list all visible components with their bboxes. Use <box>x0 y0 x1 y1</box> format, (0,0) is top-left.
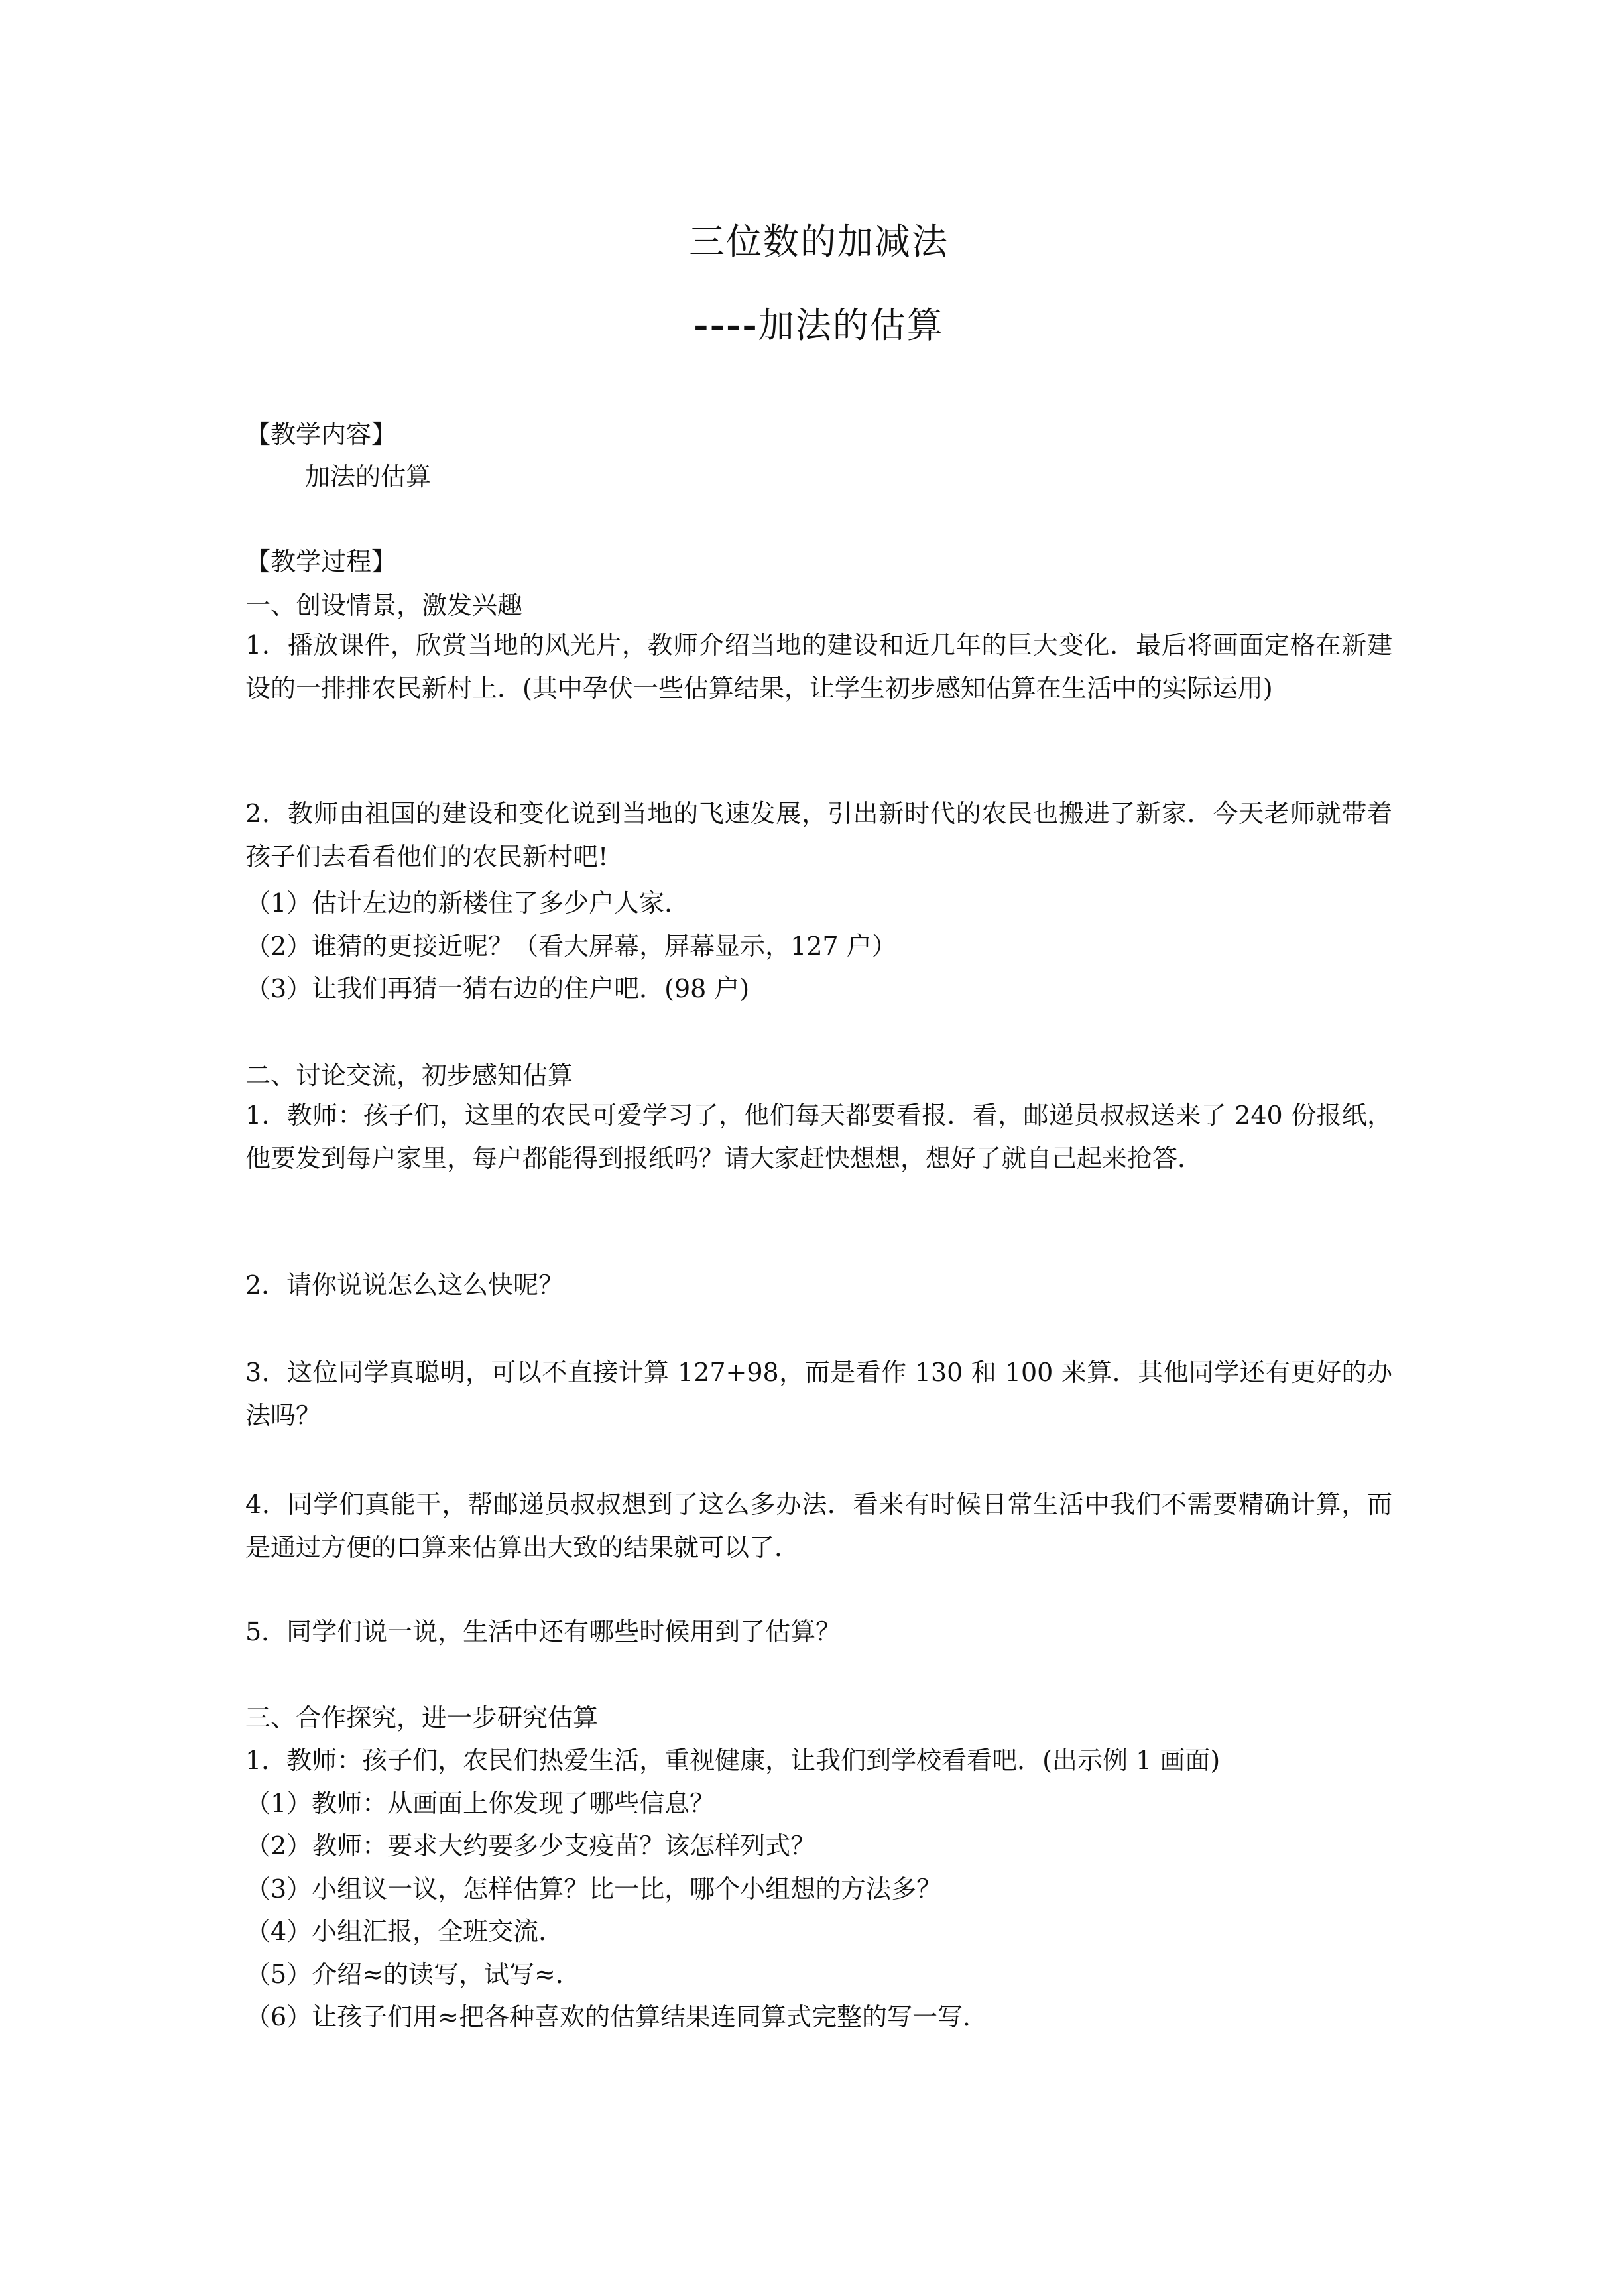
section2-paragraph-2: 2．请你说说怎么这么快呢？ <box>245 1270 564 1299</box>
section2-paragraph-1: 1．教师：孩子们，这里的农民可爱学习了，他们每天都要看报．看，邮递员叔叔送来了 240 份报纸，他要发到每户家里，每户都能得到报纸吗？请大家赶快想想，想好了就自己起来抢答． <box>245 1101 1392 1173</box>
subtitle-dash: ---- <box>693 304 758 346</box>
section2-paragraph-4: 4．同学们真能干，帮邮递员叔叔想到了这么多办法．看来有时候日常生活中我们不需要精确计算，而是通过方便的口算来估算出大致的结果就可以了． <box>245 1490 1392 1562</box>
document-page <box>245 0 1392 2296</box>
section1-paragraph-1: 1．播放课件，欣赏当地的风光片，教师介绍当地的建设和近几年的巨大变化．最后将画面定格在新建设的一排排农民新村上．(其中孕伏一些估算结果，让学生初步感知估算在生活中的实际运用) <box>245 631 1392 703</box>
content-text: 加法的估算 <box>305 462 432 491</box>
section1-item-1: （1）估计左边的新楼住了多少户人家． <box>245 888 690 918</box>
process-heading: 【教学过程】 <box>245 547 397 576</box>
section3-item-1: （1）教师：从画面上你发现了哪些信息？ <box>245 1789 715 1818</box>
section1-paragraph-2: 2．教师由祖国的建设和变化说到当地的飞速发展，引出新时代的农民也搬进了新家．今天老师就带着孩子们去看看他们的农民新村吧! <box>245 799 1392 871</box>
section3-item-5: （5）介绍≈的读写，试写≈． <box>245 1960 581 1989</box>
section3-item-6: （6）让孩子们用≈把各种喜欢的估算结果连同算式完整的写一写． <box>245 2002 989 2031</box>
section3-item-4: （4）小组汇报，全班交流． <box>245 1917 564 1946</box>
section2-heading: 二、讨论交流，初步感知估算 <box>245 1061 573 1090</box>
section3-item-3: （3）小组议一议，怎样估算？比一比，哪个小组想的方法多？ <box>245 1874 942 1903</box>
section3-paragraph-1: 1．教师：孩子们，农民们热爱生活，重视健康，让我们到学校看看吧．(出示例 1 画面) <box>245 1746 1221 1775</box>
section3-item-2: （2）教师：要求大约要多少支疫苗？该怎样列式？ <box>245 1831 816 1860</box>
section3-heading: 三、合作探究，进一步研究估算 <box>245 1703 599 1732</box>
subtitle-text: 加法的估算 <box>758 304 944 346</box>
section2-paragraph-3: 3．这位同学真聪明，可以不直接计算 127+98，而是看作 130 和 100 来算．其他同学还有更好的办法吗？ <box>245 1358 1392 1430</box>
section1-heading: 一、创设情景，激发兴趣 <box>245 591 523 620</box>
document-title: 三位数的加减法 <box>689 221 949 263</box>
section1-item-2: （2）谁猜的更接近呢？（看大屏幕，屏幕显示，127 户） <box>245 932 897 961</box>
content-heading: 【教学内容】 <box>245 420 397 449</box>
document-subtitle <box>245 297 1392 348</box>
section2-paragraph-5: 5．同学们说一说，生活中还有哪些时候用到了估算？ <box>245 1617 841 1646</box>
section1-item-3: （3）让我们再猜一猜右边的住户吧．(98 户) <box>245 974 750 1003</box>
